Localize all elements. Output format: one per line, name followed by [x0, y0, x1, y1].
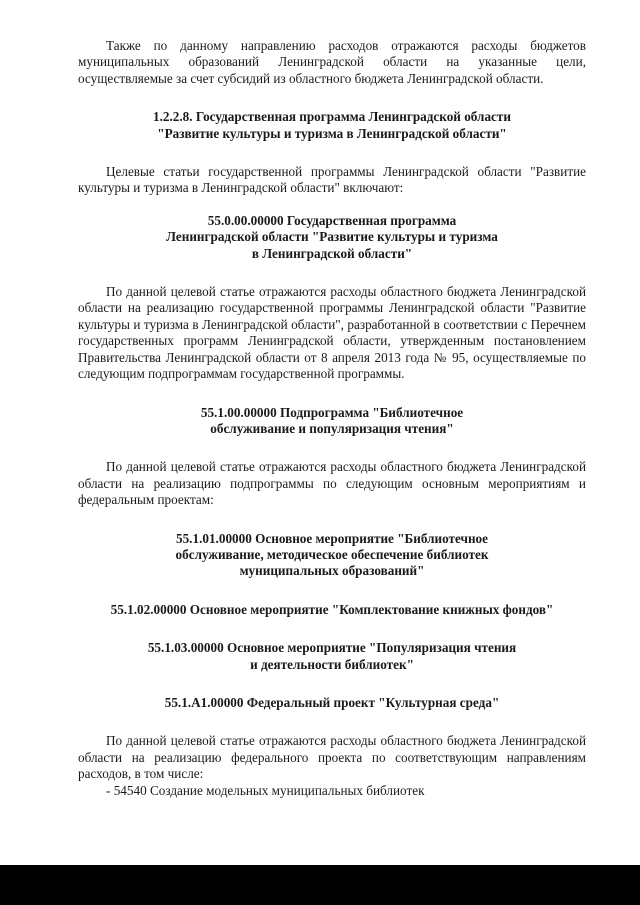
program-heading-line: Ленинградской области "Развитие культуры и туризма [166, 229, 498, 245]
scan-bottom-border [0, 865, 640, 905]
program-heading [78, 213, 586, 262]
document-page [78, 38, 586, 799]
project-paragraph: По данной целевой статье отражаются расходы областного бюджета Ленинградской области на реализацию федерального проекта по соответствующим направлениям расходов, в том числе: [78, 733, 586, 782]
measure1-heading [78, 531, 586, 580]
measure1-heading-line: 55.1.01.00000 Основное мероприятие "Библиотечное [175, 530, 489, 546]
measure2-heading-line: 55.1.02.00000 Основное мероприятие "Комплектование книжных фондов" [110, 601, 554, 617]
project-heading [78, 695, 586, 711]
subprogram-heading-line: обслуживание и популяризация чтения" [210, 420, 454, 436]
program-heading-line: 55.0.00.00000 Государственная программа [207, 212, 457, 228]
intro-paragraph: Также по данному направлению расходов отражаются расходы бюджетов муниципальных образований Ленинградской области на указанные цели, осуществляемые за счет субсидий из областного бюджета Ленинградской области. [78, 38, 586, 86]
subprogram-heading-line: 55.1.00.00000 Подпрограмма "Библиотечное [200, 404, 464, 420]
program-heading-line: в Ленинградской области" [251, 245, 413, 261]
section-heading-line: 1.2.2.8. Государственная программа Ленинградской области [153, 109, 511, 125]
measure3-heading-line: и деятельности библиотек" [250, 656, 414, 672]
subprogram-heading [78, 405, 586, 438]
section-heading [78, 109, 586, 142]
project-heading-line: 55.1.А1.00000 Федеральный проект "Культурная среда" [164, 694, 500, 710]
section-heading-line: "Развитие культуры и туризма в Ленинградской области" [157, 125, 507, 141]
measure3-heading [78, 640, 586, 673]
program-paragraph: По данной целевой статье отражаются расходы областного бюджета Ленинградской области на реализацию государственной программы Ленинградской области "Развитие культуры и туризма в Ленинградской области", разработанной в соответствии с Перечнем государственных программ Ленинградской области, утвержденным постановлением Правительства Ленинградской области от 8 апреля 2013 года № 95, осуществляемые по следующим подпрограммам государственной программы. [78, 284, 586, 382]
measure1-heading-line: обслуживание, методическое обеспечение библиотек [175, 546, 489, 562]
section-paragraph: Целевые статьи государственной программы Ленинградской области "Развитие культуры и туризма в Ленинградской области" включают: [78, 164, 586, 196]
measure1-heading-line: муниципальных образований" [239, 563, 425, 579]
subprogram-paragraph: По данной целевой статье отражаются расходы областного бюджета Ленинградской области на реализацию подпрограммы по следующим основным мероприятиям и федеральным проектам: [78, 459, 586, 508]
measure2-heading [64, 602, 600, 618]
measure3-heading-line: 55.1.03.00000 Основное мероприятие "Популяризация чтения [147, 640, 517, 656]
list-item: - 54540 Создание модельных муниципальных библиотек [106, 782, 425, 798]
